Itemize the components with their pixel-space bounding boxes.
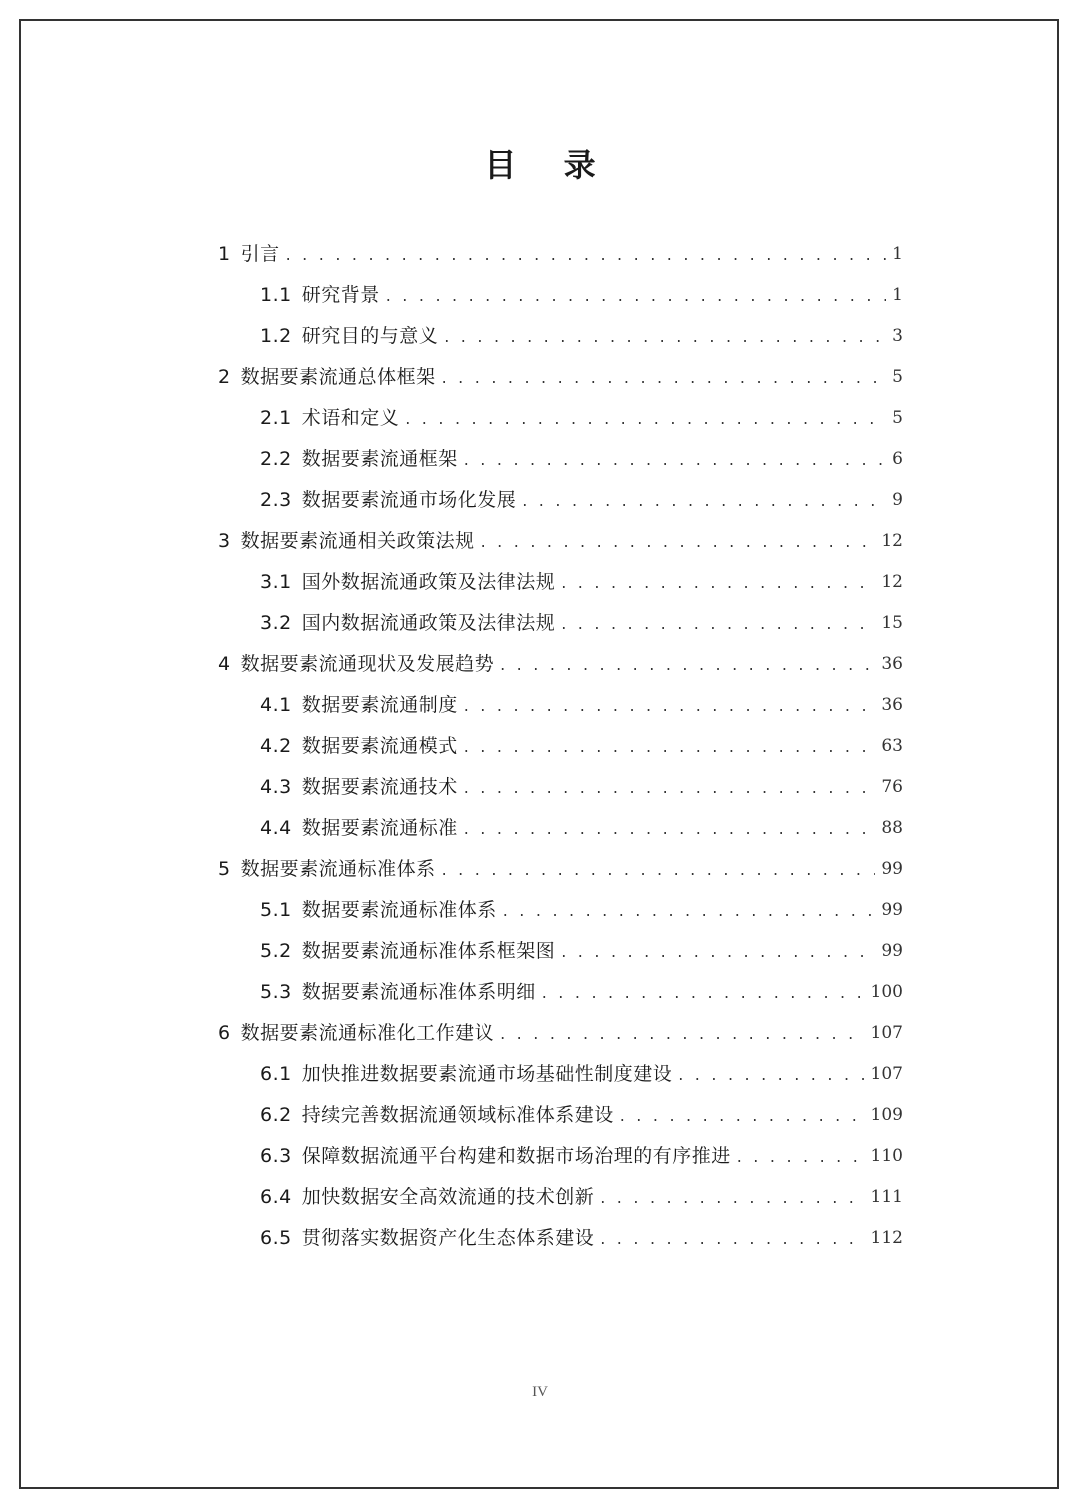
toc-entry-label: 数据要素流通现状及发展趋势	[240, 653, 495, 675]
toc-leader-dots	[444, 316, 886, 357]
toc-entry[interactable]	[218, 234, 903, 275]
toc-entry-page: 99	[881, 900, 903, 920]
toc-entry[interactable]	[218, 849, 903, 890]
toc-entry-label: 数据要素流通标准体系	[240, 858, 436, 880]
toc-entry-number: 4.4	[260, 817, 292, 839]
toc-entry-number: 1	[218, 243, 231, 265]
toc-entry-number: 6.2	[260, 1104, 292, 1126]
toc-entry-page: 12	[881, 531, 903, 551]
toc-entry-label: 数据要素流通相关政策法规	[240, 530, 475, 552]
toc-entry-label: 加快数据安全高效流通的技术创新	[301, 1186, 595, 1208]
toc-entry-number: 2.1	[260, 407, 292, 429]
toc-entry[interactable]	[218, 931, 903, 972]
toc-leader-dots	[464, 726, 876, 767]
toc-entry[interactable]	[218, 521, 903, 562]
toc-entry-number: 3.1	[260, 571, 292, 593]
toc-leader-dots	[600, 1177, 864, 1218]
toc-entry-label: 数据要素流通市场化发展	[301, 489, 517, 511]
toc-entry-page: 12	[881, 572, 903, 592]
toc-entry-label: 引言	[240, 243, 280, 265]
toc-entry-number: 6.1	[260, 1063, 292, 1085]
toc-leader-dots	[561, 603, 875, 644]
toc-leader-dots	[503, 890, 876, 931]
toc-entry-page: 99	[881, 859, 903, 879]
toc-entry-page: 112	[870, 1228, 903, 1248]
toc-entry-label: 数据要素流通模式	[301, 735, 458, 757]
toc-entry[interactable]	[218, 603, 903, 644]
toc-entry-page: 9	[892, 490, 903, 510]
toc-entry[interactable]	[218, 726, 903, 767]
toc-entry-page: 107	[870, 1023, 903, 1043]
toc-entry[interactable]	[218, 1054, 903, 1095]
toc-entry-label: 数据要素流通总体框架	[240, 366, 436, 388]
toc-entry-label: 数据要素流通标准体系框架图	[301, 940, 556, 962]
toc-entry-label: 研究目的与意义	[301, 325, 439, 347]
toc-entry-label: 数据要素流通框架	[301, 448, 458, 470]
toc-entry-number: 5.1	[260, 899, 292, 921]
toc-title: 目 录	[484, 146, 614, 184]
toc-entry-page: 6	[892, 449, 903, 469]
toc-entry[interactable]	[218, 1136, 903, 1177]
toc-entry-page: 99	[881, 941, 903, 961]
toc-leader-dots	[386, 275, 886, 316]
toc-leader-dots	[464, 685, 876, 726]
toc-entry-number: 6.3	[260, 1145, 292, 1167]
toc-entry-label: 加快推进数据要素流通市场基础性制度建设	[301, 1063, 673, 1085]
toc-entry[interactable]	[218, 562, 903, 603]
toc-entry-number: 4.1	[260, 694, 292, 716]
toc-entry-label: 贯彻落实数据资产化生态体系建设	[301, 1227, 595, 1249]
toc-entry-page: 36	[881, 695, 903, 715]
toc-entry[interactable]	[218, 1177, 903, 1218]
toc-entry-label: 国内数据流通政策及法律法规	[301, 612, 556, 634]
toc-leader-dots	[464, 439, 886, 480]
toc-leader-dots	[561, 562, 875, 603]
toc-entry-number: 3.2	[260, 612, 292, 634]
toc-entry-label: 数据要素流通标准化工作建议	[240, 1022, 495, 1044]
toc-entry-label: 数据要素流通标准体系明细	[301, 981, 536, 1003]
toc-entry-page: 1	[892, 285, 903, 305]
toc-entry-page: 36	[881, 654, 903, 674]
toc-leader-dots	[500, 644, 875, 685]
toc-entry-page: 76	[881, 777, 903, 797]
toc-leader-dots	[286, 234, 887, 275]
toc-leader-dots	[500, 1013, 864, 1054]
toc-entry-number: 5	[218, 858, 231, 880]
toc-leader-dots	[464, 808, 876, 849]
toc-entry-number: 5.3	[260, 981, 292, 1003]
toc-entry-number: 4.2	[260, 735, 292, 757]
toc-entry[interactable]	[218, 685, 903, 726]
toc-entry[interactable]	[218, 972, 903, 1013]
toc-entry-label: 保障数据流通平台构建和数据市场治理的有序推进	[301, 1145, 731, 1167]
toc-entry-label: 数据要素流通标准	[301, 817, 458, 839]
toc-entry[interactable]	[218, 357, 903, 398]
toc-entry-number: 3	[218, 530, 231, 552]
toc-entry-label: 数据要素流通制度	[301, 694, 458, 716]
toc-entry[interactable]	[218, 1013, 903, 1054]
toc-entry[interactable]	[218, 398, 903, 439]
toc-leader-dots	[737, 1136, 865, 1177]
toc-entry-number: 4.3	[260, 776, 292, 798]
toc-entry-label: 数据要素流通标准体系	[301, 899, 497, 921]
toc-entry-number: 4	[218, 653, 231, 675]
page-number: IV	[532, 1384, 548, 1400]
toc-leader-dots	[542, 972, 865, 1013]
toc-entry[interactable]	[218, 890, 903, 931]
toc-list	[218, 234, 903, 1259]
toc-leader-dots	[405, 398, 886, 439]
toc-entry-number: 6.4	[260, 1186, 292, 1208]
toc-entry[interactable]	[218, 480, 903, 521]
toc-entry-label: 研究背景	[301, 284, 380, 306]
toc-entry-number: 1.1	[260, 284, 292, 306]
toc-entry-number: 6.5	[260, 1227, 292, 1249]
toc-entry-label: 术语和定义	[301, 407, 400, 429]
toc-leader-dots	[442, 357, 887, 398]
toc-entry[interactable]	[218, 1218, 903, 1259]
toc-entry-number: 2.2	[260, 448, 292, 470]
toc-leader-dots	[620, 1095, 865, 1136]
toc-entry-label: 国外数据流通政策及法律法规	[301, 571, 556, 593]
toc-entry-page: 100	[870, 982, 903, 1002]
toc-entry[interactable]	[218, 767, 903, 808]
toc-entry-number: 2.3	[260, 489, 292, 511]
toc-leader-dots	[561, 931, 875, 972]
toc-entry-number: 6	[218, 1022, 231, 1044]
toc-entry-page: 3	[892, 326, 903, 346]
toc-entry-number: 2	[218, 366, 231, 388]
toc-leader-dots	[442, 849, 876, 890]
toc-entry[interactable]	[218, 316, 903, 357]
toc-leader-dots	[600, 1218, 864, 1259]
toc-entry-page: 109	[870, 1105, 903, 1125]
toc-entry[interactable]	[218, 1095, 903, 1136]
toc-entry[interactable]	[218, 644, 903, 685]
toc-entry[interactable]	[218, 275, 903, 316]
toc-leader-dots	[522, 480, 886, 521]
toc-entry-page: 5	[892, 367, 903, 387]
toc-entry-page: 63	[881, 736, 903, 756]
toc-entry-label: 数据要素流通技术	[301, 776, 458, 798]
toc-entry-number: 5.2	[260, 940, 292, 962]
toc-leader-dots	[481, 521, 876, 562]
toc-entry-page: 1	[892, 244, 903, 264]
toc-entry-page: 88	[881, 818, 903, 838]
toc-entry-number: 1.2	[260, 325, 292, 347]
toc-leader-dots	[464, 767, 876, 808]
toc-entry[interactable]	[218, 439, 903, 480]
toc-leader-dots	[678, 1054, 864, 1095]
toc-entry-label: 持续完善数据流通领域标准体系建设	[301, 1104, 614, 1126]
toc-entry[interactable]	[218, 808, 903, 849]
toc-entry-page: 110	[870, 1146, 903, 1166]
toc-entry-page: 111	[870, 1187, 903, 1207]
toc-entry-page: 15	[881, 613, 903, 633]
toc-entry-page: 107	[870, 1064, 903, 1084]
toc-entry-page: 5	[892, 408, 903, 428]
